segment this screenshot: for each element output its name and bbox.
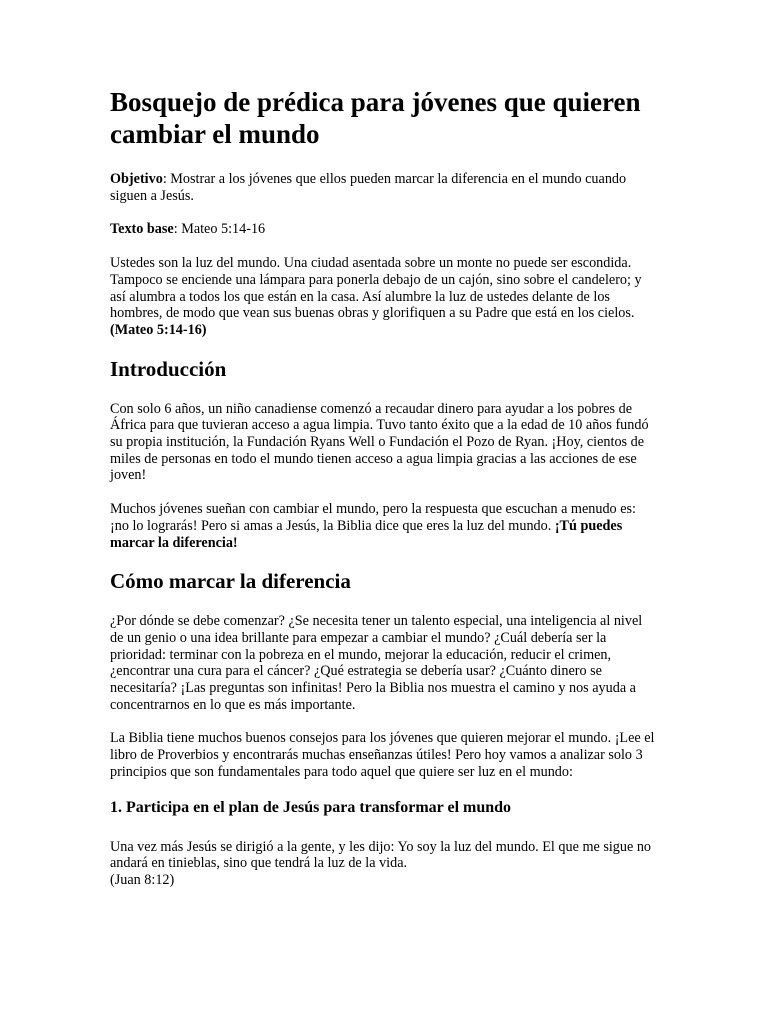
base-text-value: : Mateo 5:14-16 [173,221,266,238]
point-1-quote: Una vez más Jesús se dirigió a la gente, y les dijo: Yo soy la luz del mundo. El que me sigue no andará en tinieblas, sino que tendrá la luz de la vida. [110,838,652,872]
document-title: Bosquejo de prédica para jóvenes que quieren cambiar el mundo [110,87,641,149]
scripture-quote: Ustedes son la luz del mundo. Una ciudad asentada sobre un monte no puede ser escondida. Tampoco se enciende una lámpara para ponerla debajo de un cajón, sino sobre el candelero; y así alumbra a todos los que están en la casa. Así alumbre la luz de ustedes delante de los hombres, de modo que vean sus buenas obras y glorifiquen a su Padre que está en los cielos. [110,255,642,322]
section-paragraph-2: La Biblia tiene muchos buenos consejos para los jóvenes que quieren mejorar el mundo. ¡Lee el libro de Proverbios y encontrarás muchas enseñanzas útiles! Pero hoy vamos a analizar solo 3 principios que son fundamentales para todo aquel que quiere ser luz en el mundo: [110,730,655,780]
section-heading: Cómo marcar la diferencia [110,569,351,594]
intro-paragraph-2 [110,501,658,551]
base-text-paragraph [110,221,658,238]
point-1-heading: 1. Participa en el plan de Jesús para transformar el mundo [110,798,512,816]
objective-label: Objetivo [110,171,163,187]
document-page [110,86,658,906]
objective-text: : Mostrar a los jóvenes que ellos pueden marcar la diferencia en el mundo cuando siguen a Jesús. [110,171,627,204]
scripture-reference [110,322,658,339]
intro-paragraph-2-emphasis: ¡Tú puedes marcar la diferencia! [110,517,623,551]
point-1-reference: (Juan 8:12) [110,871,175,888]
intro-heading: Introducción [110,356,227,381]
intro-paragraph-1: Con solo 6 años, un niño canadiense comenzó a recaudar dinero para ayudar a los pobres de África para que tuvieran acceso a agua limpia. Tuvo tanto éxito que a la edad de 10 años fundó su propia institución, la Fundación Ryans Well o Fundación el Pozo de Ryan. ¡Hoy, cientos de miles de personas en todo el mundo tienen acceso a agua limpia gracias a las acciones de ese joven! [110,400,649,484]
section-paragraph-1: ¿Por dónde se debe comenzar? ¿Se necesita tener un talento especial, una inteligencia al nivel de un genio o una idea brillante para empezar a cambiar el mundo? ¿Cuál debería ser la prioridad: terminar con la pobreza en el mundo, mejorar la educación, reducir el crimen, ¿encontrar una cura para el cáncer? ¿Qué estrategia se debería usar? ¿Cuánto dinero se necesitaría? ¡Las preguntas son infinitas! Pero la Biblia nos muestra el camino y nos ayuda a concentrarnos en lo que es más importante. [110,613,643,713]
objective-paragraph [110,171,658,204]
intro-paragraph-2-text: Muchos jóvenes sueñan con cambiar el mundo, pero la respuesta que escuchan a menudo es: ¡no lo lograrás! Pero si amas a Jesús, la Biblia dice que eres la luz del mundo. [110,501,636,534]
base-text-label: Texto base [110,221,174,238]
scripture-reference-text: (Mateo 5:14-16) [110,321,207,338]
